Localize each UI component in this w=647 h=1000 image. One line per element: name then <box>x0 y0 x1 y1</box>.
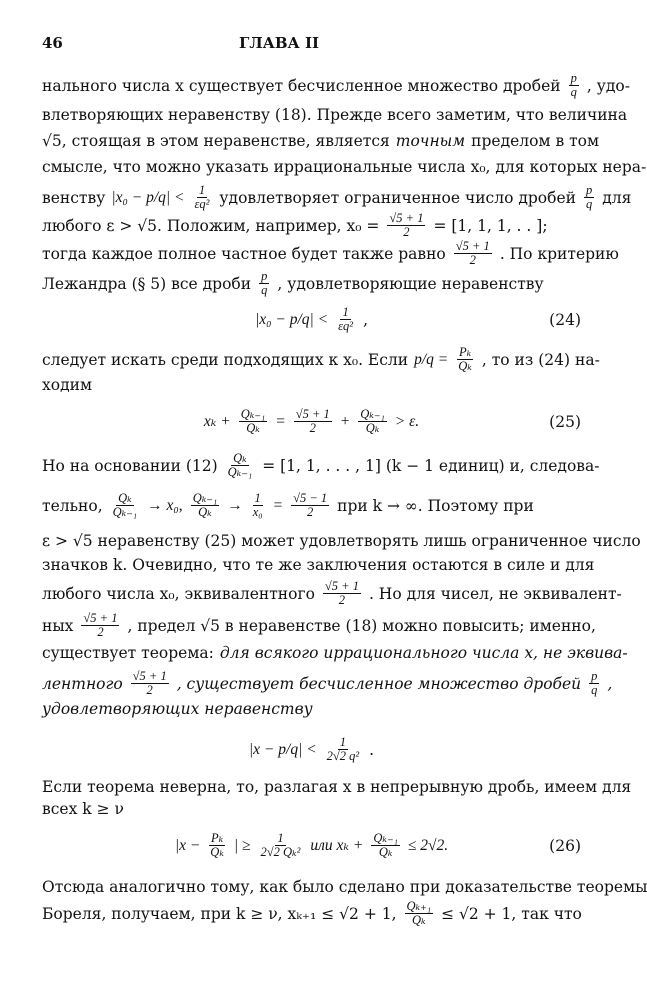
text-fragment: всех k ≥ ν <box>42 800 124 818</box>
fraction <box>239 408 268 435</box>
text-fragment: → x₀, <box>147 496 183 514</box>
page-header <box>42 32 319 54</box>
fraction <box>584 184 594 211</box>
text-fragment: , <box>607 674 613 693</box>
text-fragment: . <box>369 740 375 759</box>
fraction <box>111 492 140 519</box>
text-fragment: Qₖ₋₁ <box>112 505 138 519</box>
text-fragment: удовлетворяет ограниченное число дробей <box>219 188 576 207</box>
equation-number: (24) <box>549 310 581 329</box>
fraction <box>208 832 226 859</box>
text-fragment: Отсюда аналогично тому, как было сделано при доказательстве теоремы <box>42 878 647 896</box>
text-fragment: ных <box>42 616 74 635</box>
text-line <box>42 492 581 519</box>
text-fragment: √5 + 1 <box>455 239 490 253</box>
text-fragment: 1 <box>198 183 206 197</box>
text-line <box>42 611 596 639</box>
text-line <box>42 798 581 820</box>
text-fragment: p <box>261 269 268 283</box>
fraction <box>259 832 303 859</box>
text-fragment: Qₖ <box>118 491 132 505</box>
chapter-title: ГЛАВА II <box>239 34 319 52</box>
text-fragment: 2 <box>403 225 410 239</box>
text-fragment: для всякого иррационального числа x, не эквива- <box>219 644 628 662</box>
text-fragment: Если теорема неверна, то, разлагая x в непрерывную дробь, имеем для <box>42 778 632 796</box>
page-number: 46 <box>42 34 63 52</box>
fraction <box>291 492 329 519</box>
equation-26 <box>42 832 581 859</box>
text-fragment: = <box>275 412 286 430</box>
text-fragment: ≤ √2 + 1, так что <box>441 904 582 923</box>
text-fragment: 2√2 q² <box>326 749 360 763</box>
fraction <box>192 184 211 211</box>
text-fragment: Qₖ₋₁ <box>240 407 266 421</box>
text-fragment: 1 <box>277 831 284 845</box>
text-fragment: √5, стоящая в этом неравенстве, является <box>42 132 390 150</box>
text-fragment: = <box>272 496 284 514</box>
fraction <box>456 346 474 373</box>
text-line <box>42 530 641 552</box>
text-fragment: Pₖ <box>210 831 224 845</box>
equation-number: (25) <box>549 412 581 431</box>
text-fragment: тогда каждое полное частное будет также равно <box>42 244 446 263</box>
text-fragment: √5 + 1 <box>132 669 167 683</box>
text-line <box>42 345 600 373</box>
fraction <box>259 270 269 297</box>
fraction <box>387 212 425 239</box>
text-line <box>42 554 595 576</box>
text-fragment: 1 <box>254 491 261 505</box>
text-fragment: Бореля, получаем, при k ≥ ν, xₖ₊₁ ≤ √2 + 1, <box>42 904 397 923</box>
text-fragment: 1 <box>339 735 347 749</box>
text-fragment: p <box>591 669 598 683</box>
text-fragment: → <box>227 496 243 514</box>
text-line <box>42 698 581 720</box>
text-fragment: q <box>591 683 598 697</box>
text-fragment: следует искать среди подходящих к x₀. Если <box>42 350 409 369</box>
text-line <box>42 130 600 152</box>
text-fragment: εq² <box>194 197 210 211</box>
text-line <box>42 579 622 607</box>
text-fragment: |x₀ − p/q| < <box>111 188 185 206</box>
text-fragment: 2√2 Qₖ² <box>260 845 301 859</box>
text-fragment: при k → ∞. Поэтому при <box>337 496 534 515</box>
text-fragment: x₀ <box>252 505 263 519</box>
text-fragment: q <box>261 283 268 297</box>
text-fragment: , удо- <box>586 76 630 95</box>
text-fragment: существует теорема: <box>42 644 214 662</box>
text-fragment: 1 <box>342 305 349 319</box>
text-fragment: , удовлетворяющие неравенству <box>277 274 544 293</box>
text-fragment: > ε. <box>394 412 420 430</box>
text-fragment: Qₖ <box>210 845 224 859</box>
equation-25 <box>42 408 581 435</box>
text-fragment: εq² <box>338 319 354 333</box>
text-fragment: смысле, что можно указать иррациональные числа x₀, для которых нера- <box>42 158 647 176</box>
text-fragment: тельно, <box>42 496 103 515</box>
text-fragment: 2 <box>469 253 476 267</box>
equation-unnumbered <box>42 736 581 763</box>
text-line <box>42 642 628 664</box>
text-fragment: 2 <box>309 421 316 435</box>
text-fragment: , предел √5 в неравенстве (18) можно повысить; именно, <box>127 616 596 635</box>
fraction <box>325 736 361 763</box>
text-fragment: нального числа x существует бесчисленное множество дробей <box>42 76 561 95</box>
text-fragment: ε > √5 неравенству (25) может удовлетворять лишь ограниченное число <box>42 532 641 550</box>
text-fragment: Лежандра (§ 5) все дроби <box>42 274 252 293</box>
text-fragment: |x₀ − p/q| < <box>254 310 329 328</box>
text-line <box>42 374 581 396</box>
text-fragment: . По критерию <box>499 244 619 263</box>
text-fragment: q <box>570 85 577 99</box>
text-fragment: 2 <box>97 625 104 639</box>
text-fragment: точным <box>395 132 466 150</box>
text-fragment: √5 + 1 <box>324 579 359 593</box>
text-fragment: пределом в том <box>471 132 600 150</box>
text-fragment: для <box>602 188 632 207</box>
text-fragment: Qₖ <box>365 421 380 435</box>
text-line <box>42 104 628 126</box>
text-fragment: . Но для чисел, не эквивалент- <box>368 584 622 603</box>
text-fragment: √5 − 1 <box>293 491 328 505</box>
text-fragment: | ≥ <box>233 836 251 854</box>
text-line <box>42 776 632 798</box>
text-fragment: + <box>339 412 351 430</box>
text-fragment: влетворяющих неравенству (18). Прежде всего заметим, что величина <box>42 106 628 124</box>
text-fragment: = [1, 1, . . . , 1] (k − 1 единиц) и, следова- <box>262 456 600 475</box>
text-fragment: Qₖ <box>198 505 212 519</box>
text-fragment: значков k. Очевидно, что те же заключения остаются в силе и для <box>42 556 595 574</box>
fraction <box>454 240 492 267</box>
fraction <box>569 72 579 99</box>
equation-number: (26) <box>549 836 581 855</box>
text-fragment: Pₖ <box>458 345 472 359</box>
text-fragment: Qₖ₋₁ <box>192 491 218 505</box>
text-fragment: Qₖ₊₁ <box>406 899 432 913</box>
text-fragment: любого числа x₀, эквивалентного <box>42 584 315 603</box>
fraction <box>226 452 255 479</box>
text-fragment: ходим <box>42 376 93 394</box>
text-fragment: удовлетворяющих неравенству <box>42 700 313 718</box>
text-fragment: венству <box>42 188 106 207</box>
fraction <box>131 670 169 697</box>
text-fragment: лентного <box>42 674 123 693</box>
text-fragment: q <box>585 197 593 211</box>
text-line <box>42 876 647 898</box>
text-fragment: |x − p/q| < <box>248 740 317 758</box>
fraction <box>336 306 355 333</box>
text-fragment: √5 + 1 <box>389 211 424 225</box>
text-line <box>42 156 647 178</box>
text-line <box>42 669 613 697</box>
text-fragment: 2 <box>306 505 314 519</box>
text-fragment: p/q = <box>414 350 449 368</box>
text-fragment: , то из (24) на- <box>481 350 600 369</box>
text-fragment: Qₖ <box>378 845 393 859</box>
text-fragment: , существует бесчисленное множество дробей <box>176 674 582 693</box>
fraction <box>358 408 387 435</box>
fraction <box>323 580 361 607</box>
fraction <box>81 612 119 639</box>
text-fragment: √5 + 1 <box>83 611 118 625</box>
fraction <box>191 492 220 519</box>
text-line <box>42 239 619 267</box>
fraction <box>294 408 332 435</box>
text-fragment: Но на основании (12) <box>42 456 218 475</box>
fraction <box>405 900 434 927</box>
text-fragment: Qₖ <box>458 359 472 373</box>
text-line <box>42 212 581 239</box>
text-line <box>42 270 581 297</box>
text-fragment: , <box>363 310 368 329</box>
text-fragment: Qₖ <box>412 913 426 927</box>
text-line <box>42 71 630 99</box>
text-fragment: Qₖ <box>246 421 260 435</box>
text-fragment: Qₖ <box>233 451 247 465</box>
text-fragment: или xₖ + <box>310 836 364 854</box>
text-fragment: |x − <box>174 836 201 854</box>
text-fragment: Qₖ₋₁ <box>373 831 398 845</box>
text-fragment: ≤ 2√2. <box>407 836 449 854</box>
text-fragment: любого ε > √5. Положим, например, x₀ = <box>42 216 380 235</box>
text-fragment: xₖ + <box>203 412 231 430</box>
text-fragment: = [1, 1, 1, . . ]; <box>433 216 548 235</box>
text-fragment: √5 + 1 <box>295 407 330 421</box>
text-line <box>42 451 600 479</box>
fraction <box>589 670 599 697</box>
text-fragment: p <box>585 183 593 197</box>
text-fragment: Qₖ₋₁ <box>227 465 253 479</box>
fraction <box>371 832 400 859</box>
text-fragment: Qₖ₋₁ <box>360 407 385 421</box>
text-fragment: 2 <box>146 683 153 697</box>
text-line <box>42 183 632 211</box>
fraction <box>251 492 265 519</box>
text-fragment: 2 <box>338 593 346 607</box>
text-line <box>42 900 581 927</box>
equation-24 <box>42 306 581 333</box>
text-fragment: p <box>570 71 577 85</box>
